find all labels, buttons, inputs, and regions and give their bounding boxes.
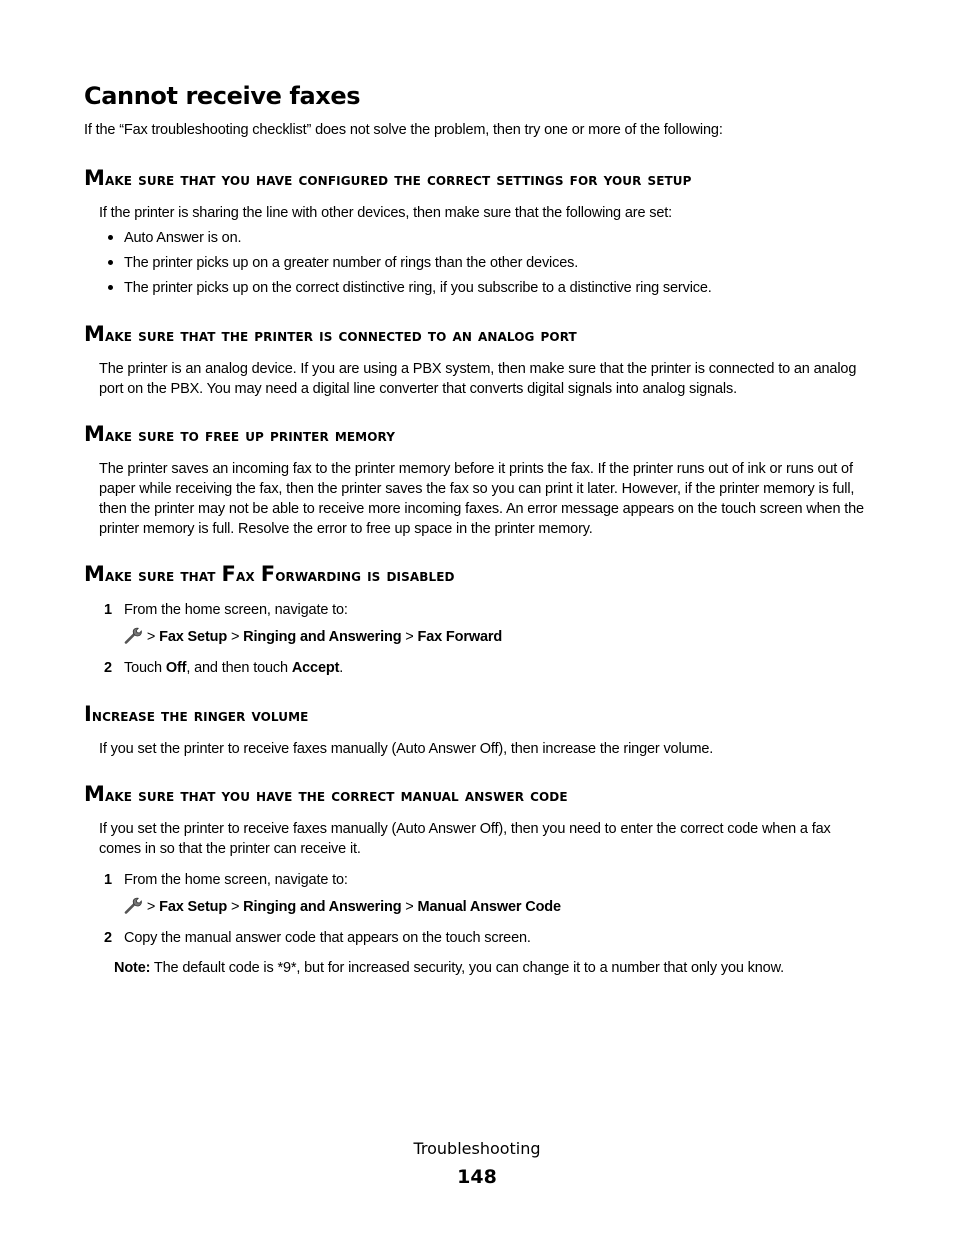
step-2 <box>104 928 531 948</box>
path-item-ringing-answering: Ringing and Answering <box>243 899 402 915</box>
section-heading-analog-port <box>84 322 577 346</box>
heading-rest: ncrease the ringer volume <box>91 706 309 726</box>
heading-rest: ake sure that you have the correct manual answer code <box>105 786 568 806</box>
wrench-icon <box>124 897 143 914</box>
step-text: Copy the manual answer code that appears on the touch screen. <box>124 930 531 946</box>
path-separator: > <box>146 629 156 645</box>
heading-rest: ake sure that you have configured the correct settings for your setup <box>105 170 692 190</box>
step-1 <box>104 870 348 890</box>
accept-option-text: Accept <box>291 660 340 676</box>
path-separator: > <box>405 899 414 915</box>
path-item-ringing-answering: Ringing and Answering <box>243 629 402 645</box>
navigation-path <box>124 897 561 917</box>
path-item-fax-forward: Fax Forward <box>417 629 503 645</box>
step-1 <box>104 600 348 620</box>
section-heading-free-memory <box>84 422 395 446</box>
note-text: The default code is *9*, but for increased security, you can change it to a number that only you know. <box>150 960 784 976</box>
list-item-text: Auto Answer is on. <box>124 230 242 246</box>
list-item <box>99 228 712 253</box>
list-item <box>99 278 712 303</box>
bullet-icon <box>108 235 113 240</box>
step-text: From the home screen, navigate to: <box>124 602 348 618</box>
section-paragraph: The printer is an analog device. If you are using a PBX system, then make sure that the printer is connected to an analog port on the PBX. You may need a digital line converter that converts digital signals into analog signals. <box>99 361 857 397</box>
step-number: 2 <box>104 930 112 946</box>
section-paragraph: The printer saves an incoming fax to the printer memory before it prints the fax. If the printer runs out of ink or runs out of paper while receiving the fax, then the printer saves the fax so you can print it later. However, if the printer memory is full, then the printer may not be able to receive more incoming faxes. An error message appears on the touch screen when the printer memory is full. Resolve the error to free up space in the printer memory. <box>99 461 864 537</box>
bullet-icon <box>108 260 113 265</box>
path-separator: > <box>146 899 156 915</box>
heading-rest: ax <box>236 566 261 586</box>
step-text: From the home screen, navigate to: <box>124 872 348 888</box>
heading-rest: orwarding is disabled <box>275 566 455 586</box>
heading-rest: ake sure that the printer is connected to an analog port <box>105 326 577 346</box>
intro-text: If the “Fax troubleshooting checklist” does not solve the problem, then try one or more of the following: <box>84 122 723 138</box>
section-paragraph: If the printer is sharing the line with other devices, then make sure that the following are set: <box>99 205 673 221</box>
heading-rest: ake sure that <box>105 566 222 586</box>
list-item-text: The printer picks up on the correct distinctive ring, if you subscribe to a distinctive ring service. <box>124 280 712 296</box>
step-text: , and then touch <box>186 660 292 676</box>
bullet-icon <box>108 285 113 290</box>
wrench-icon <box>124 627 143 644</box>
note-label: Note: <box>114 960 151 976</box>
step-text: Touch <box>124 660 166 676</box>
section-heading-configure-settings <box>84 166 692 190</box>
heading-initial: M <box>84 562 105 586</box>
path-item-manual-answer-code: Manual Answer Code <box>417 899 561 915</box>
step-number: 1 <box>104 602 112 618</box>
off-option-text: Off <box>165 660 187 676</box>
path-separator: > <box>230 629 240 645</box>
heading-initial: F <box>221 562 236 586</box>
navigation-path <box>124 627 502 647</box>
section-heading-ringer-volume <box>84 702 308 726</box>
heading-initial: M <box>84 166 105 190</box>
list-item <box>99 253 712 278</box>
path-separator: > <box>405 629 414 645</box>
heading-rest: ake sure to free up printer memory <box>105 426 395 446</box>
path-separator: > <box>230 899 240 915</box>
path-item-fax-setup: Fax Setup <box>159 629 228 645</box>
step-2 <box>104 658 343 678</box>
heading-initial: I <box>84 702 92 726</box>
page-number: 148 <box>457 1166 497 1188</box>
path-item-fax-setup: Fax Setup <box>159 899 228 915</box>
heading-initial: M <box>84 422 105 446</box>
step-number: 2 <box>104 660 112 676</box>
section-heading-manual-answer-code <box>84 782 568 806</box>
section-heading-fax-forwarding <box>84 562 455 586</box>
section-paragraph: If you set the printer to receive faxes manually (Auto Answer Off), then you need to enter the correct code when a fax comes in so that the printer can receive it. <box>99 821 831 857</box>
heading-initial: F <box>260 562 276 586</box>
step-number: 1 <box>104 872 112 888</box>
step-text: . <box>339 660 344 676</box>
bullet-list <box>99 228 712 303</box>
section-paragraph: If you set the printer to receive faxes manually (Auto Answer Off), then increase the ringer volume. <box>99 741 714 757</box>
page-title: Cannot receive faxes <box>84 82 361 110</box>
footer-section-label: Troubleshooting <box>413 1139 541 1158</box>
list-item-text: The printer picks up on a greater number of rings than the other devices. <box>124 255 579 271</box>
heading-initial: M <box>84 782 105 806</box>
note <box>114 958 784 978</box>
heading-initial: M <box>84 322 105 346</box>
